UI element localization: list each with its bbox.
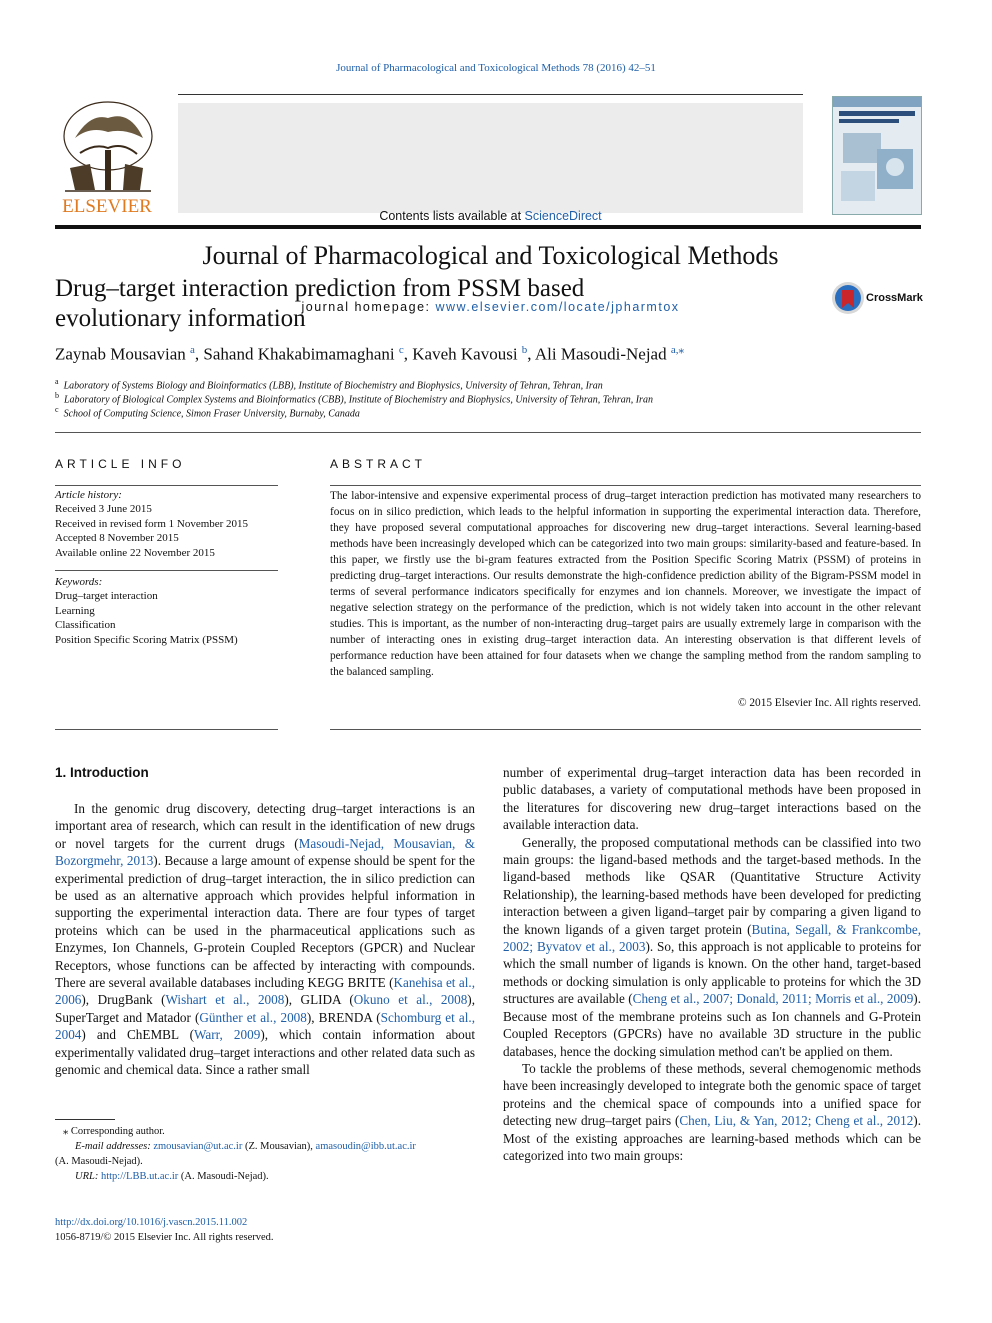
- affiliation-b: [55, 391, 653, 405]
- author-1-name: Zaynab Mousavian: [55, 344, 186, 364]
- body-text: In the genomic drug discovery, detecting drug–target interactions is an important area of research, which can result in the identification of new drugs or novel targets for the current drugs (: [55, 801, 475, 851]
- body-text: ). Because a large amount of expense should be spent for the experimental prediction of drug–target interaction, the in silico prediction can be used as an alternative approach which provides helpful information in supporting the experimental interaction data. There are four types of target proteins which can be used in the pharmaceutical applications such as Enzymes, Ion Channels, G-protein Coupled Receptors (GPCR) and Nuclear Receptors, whose functions can be affected by interacting with compounds. There are several available databases including KEGG BRITE (: [55, 853, 475, 991]
- affiliation-a: [55, 377, 603, 391]
- author-2-name: Sahand Khakabimamaghani: [203, 344, 395, 364]
- doi-block: [55, 1215, 274, 1245]
- citation-link[interactable]: Chen, Liu, & Yan, 2012; Cheng et al., 2012: [679, 1113, 914, 1129]
- abstract-text: The labor-intensive and expensive experimental process of drug–target interaction prediction has motivated many researchers to focus on in silico prediction, which leads to the helpful information in supporting the experimental interaction data. Therefore, they have proposed several computational approaches for discovering new drug–target interactions. Several learning-based methods have been increasingly developed which can be categorized into two main groups: similarity-based and feature-based. In this paper, we firstly use the bi-gram features extracted from the Position Specific Scoring Matrix (PSSM) of proteins in predicting drug–target interactions. Our results demonstrate the high-confidence prediction ability of the Bigram-PSSM model in terms of several performance indicators specifically for enzymes and ion channels. Moreover, we investigate the impact of negative selection strategy on the performance of the prediction, which is not widely taken into account in the other relevant studies. This is important, as the number of non-interacting drug–target pairs are usually extremely large in comparison with the number of interacting ones in existing drug–target interaction data. An interesting observation is that different levels of performance reduction have been attained for four datasets when we change the sampling method from the random sampling to the balanced sampling.: [330, 490, 921, 678]
- citation-link[interactable]: Günther et al., 2008: [199, 1009, 307, 1025]
- url-line: [55, 1169, 475, 1184]
- history-revised: Received in revised form 1 November 2015: [55, 517, 249, 530]
- abstract-bottom-rule: [330, 729, 921, 730]
- body-text: ). Because most of the membrane proteins such as Ion channels and G-Protein Coupled Receptors (GPCRs) have no available 3D structure in the public databases, hence the docking simulation method can't be applied on them.: [503, 991, 921, 1059]
- article-title: [55, 274, 675, 334]
- header-thick-rule: [55, 225, 921, 229]
- body-text: ), SuperTarget and Matador (: [55, 992, 475, 1025]
- keyword-item: Drug–target interaction: [55, 590, 158, 603]
- journal-title: Journal of Pharmacological and Toxicological Methods: [202, 241, 779, 270]
- intro-paragraph-continued: number of experimental drug–target interaction data has been recorded in public databases, a variety of computational methods have been proposed in the literatures for discovering new drug–target interactions based on the available interaction data.: [503, 765, 921, 833]
- email-owner-1: (Z. Mousavian),: [242, 1141, 316, 1152]
- url-link[interactable]: http://LBB.ut.ac.ir: [100, 1171, 179, 1182]
- keyword-item: Learning: [55, 604, 95, 617]
- abstract-rule: [330, 485, 921, 486]
- svg-text:ELSEVIER: ELSEVIER: [62, 196, 152, 216]
- body-left-column: [55, 800, 475, 1079]
- abstract-heading: ABSTRACT: [330, 457, 427, 471]
- author-2-affil[interactable]: c: [398, 344, 404, 356]
- keywords-rule: [55, 570, 278, 571]
- affiliation-c-text: School of Computing Science, Simon Fraser University, Burnaby, Canada: [63, 408, 360, 420]
- info-bottom-rule: [55, 729, 278, 730]
- affiliation-c-key: c: [55, 405, 59, 414]
- masthead-top-rule: [178, 94, 803, 95]
- body-text: ). So, this approach is not applicable to proteins for which the small number of ligands is known. On the other hand, target-based methods or docking simulation is only applicable to proteins for which the 3D structures are available (: [503, 939, 922, 1007]
- article-history: [55, 488, 278, 560]
- body-text: ), DrugBank (: [81, 992, 166, 1008]
- author-3-name: Kaveh Kavousi: [412, 344, 518, 364]
- doi-link[interactable]: http://dx.doi.org/10.1016/j.vascn.2015.11.002: [55, 1217, 248, 1228]
- citation-link[interactable]: Warr, 2009: [194, 1027, 261, 1043]
- abstract-copyright: © 2015 Elsevier Inc. All rights reserved.: [737, 697, 921, 709]
- affiliation-b-key: b: [55, 391, 59, 400]
- citation-link[interactable]: Butina, Segall, & Frankcombe, 2002; Byvatov et al., 2003: [503, 921, 921, 955]
- corresponding-author-note: ⁎ Corresponding author.: [63, 1126, 165, 1137]
- affiliation-a-text: Laboratory of Systems Biology and Bioinformatics (LBB), Institute of Biochemistry and Biophysics, University of Tehran, Tehran, Iran: [63, 380, 603, 392]
- keywords-label: Keywords:: [55, 576, 103, 588]
- body-text: ), BRENDA (: [306, 1009, 381, 1025]
- email-link-1[interactable]: zmousavian@ut.ac.ir: [153, 1141, 243, 1152]
- citation-link[interactable]: Okuno et al., 2008: [353, 992, 468, 1008]
- email-label: E-mail addresses:: [75, 1141, 154, 1152]
- keyword-item: Position Specific Scoring Matrix (PSSM): [55, 633, 238, 646]
- author-list: Zaynab Mousavian $^a$, Sahand Khakabimamaghani $^c$, Kaveh Kavousi $^b$, Ali Masoudi-Nejad $^{a,⁎}$: [55, 344, 684, 364]
- section-heading-introduction: 1. Introduction: [55, 765, 149, 780]
- body-text: To tackle the problems of these methods, several chemogenomic methods have been increasingly developed to integrate both the genomic space of target proteins and the chemical space of compounds into a unified space for detecting new drug–target pairs (: [503, 1060, 921, 1129]
- keywords-block: [55, 575, 278, 647]
- body-text: Generally, the proposed computational methods can be classified into two main groups: the ligand-based methods and the target-based methods. In the ligand-based methods like QSAR (Quantitative Structure Activity Relationship), the learning-based methods have been developed for predicting interaction between a given ligand–target pair by comparing a given ligand to the known ligands of a given target protein (: [503, 834, 921, 937]
- citation-link[interactable]: Masoudi-Nejad, Mousavian, & Bozorgmehr, 2013: [55, 835, 475, 869]
- body-text: ), GLIDA (: [284, 992, 354, 1008]
- footnotes: [55, 1124, 475, 1184]
- citation-link[interactable]: Schomburg et al., 2004: [55, 1009, 475, 1043]
- citation-link[interactable]: Kanehisa et al., 2006: [55, 975, 475, 1008]
- history-online: Available online 22 November 2015: [55, 546, 215, 559]
- history-accepted: Accepted 8 November 2015: [55, 532, 179, 545]
- author-3-affil[interactable]: b: [521, 344, 528, 356]
- body-right-column: [503, 764, 921, 1164]
- keyword-item: Classification: [55, 619, 116, 632]
- elsevier-logo: [55, 98, 160, 216]
- homepage-link[interactable]: www.elsevier.com/locate/jpharmtox: [435, 300, 680, 314]
- homepage-prefix: journal homepage:: [301, 300, 436, 314]
- intro-paragraph-1: [55, 800, 475, 1079]
- contents-prefix: Contents lists available at: [379, 209, 525, 223]
- affiliation-c: [55, 405, 360, 419]
- author-4-name: Ali Masoudi-Nejad: [534, 344, 667, 364]
- intro-paragraph-3: [503, 1060, 921, 1164]
- body-text: ). Most of the existing approaches are learning-based methods which can be categorized into two main groups:: [503, 1113, 921, 1163]
- email-owner-2: (A. Masoudi-Nejad).: [55, 1156, 143, 1167]
- issn-copyright: 1056-8719/© 2015 Elsevier Inc. All rights reserved.: [55, 1232, 274, 1243]
- body-text: ) and ChEMBL (: [81, 1027, 195, 1043]
- affiliations-rule: [55, 432, 921, 433]
- history-label: Article history:: [55, 489, 122, 501]
- article-title-line-2: evolutionary information: [55, 305, 306, 332]
- affiliation-b-text: Laboratory of Biological Complex Systems and Bioinformatics (CBB), Institute of Biochemistry and Biophysics, University of Tehran, Tehran, Iran: [64, 394, 653, 406]
- cover-image-icon: [833, 97, 921, 214]
- article-info-rule: [55, 485, 278, 486]
- crossmark-label[interactable]: CrossMark: [866, 292, 923, 304]
- article-info-heading: ARTICLE INFO: [55, 457, 186, 471]
- journal-cover-thumbnail[interactable]: [832, 96, 922, 215]
- history-received: Received 3 June 2015: [55, 503, 152, 516]
- email-link-2[interactable]: amasoudin@ibb.ut.ac.ir: [315, 1141, 416, 1152]
- contents-line: [178, 209, 803, 223]
- url-label: URL:: [75, 1171, 101, 1182]
- email-line: [55, 1139, 475, 1154]
- intro-paragraph-2: [503, 834, 921, 1060]
- url-owner: (A. Masoudi-Nejad).: [178, 1171, 269, 1182]
- body-text: ), which contain information about experimentally validated drug–target interactions and other related data such as genomic and chemical data. Since a rather small: [55, 1027, 476, 1078]
- affiliation-a-key: a: [55, 377, 59, 386]
- citation-link[interactable]: Wishart et al., 2008: [165, 992, 285, 1008]
- article-title-line-1: Drug–target interaction prediction from PSSM based: [55, 275, 585, 302]
- footnote-rule: [55, 1119, 115, 1120]
- author-1-affil[interactable]: a: [190, 344, 195, 356]
- author-4-affil[interactable]: a,⁎: [670, 344, 684, 356]
- sciencedirect-link[interactable]: ScienceDirect: [524, 209, 602, 223]
- citation-link[interactable]: Cheng et al., 2007; Donald, 2011; Morris et al., 2009: [632, 991, 914, 1007]
- journal-reference[interactable]: Journal of Pharmacological and Toxicological Methods 78 (2016) 42–51: [336, 62, 656, 74]
